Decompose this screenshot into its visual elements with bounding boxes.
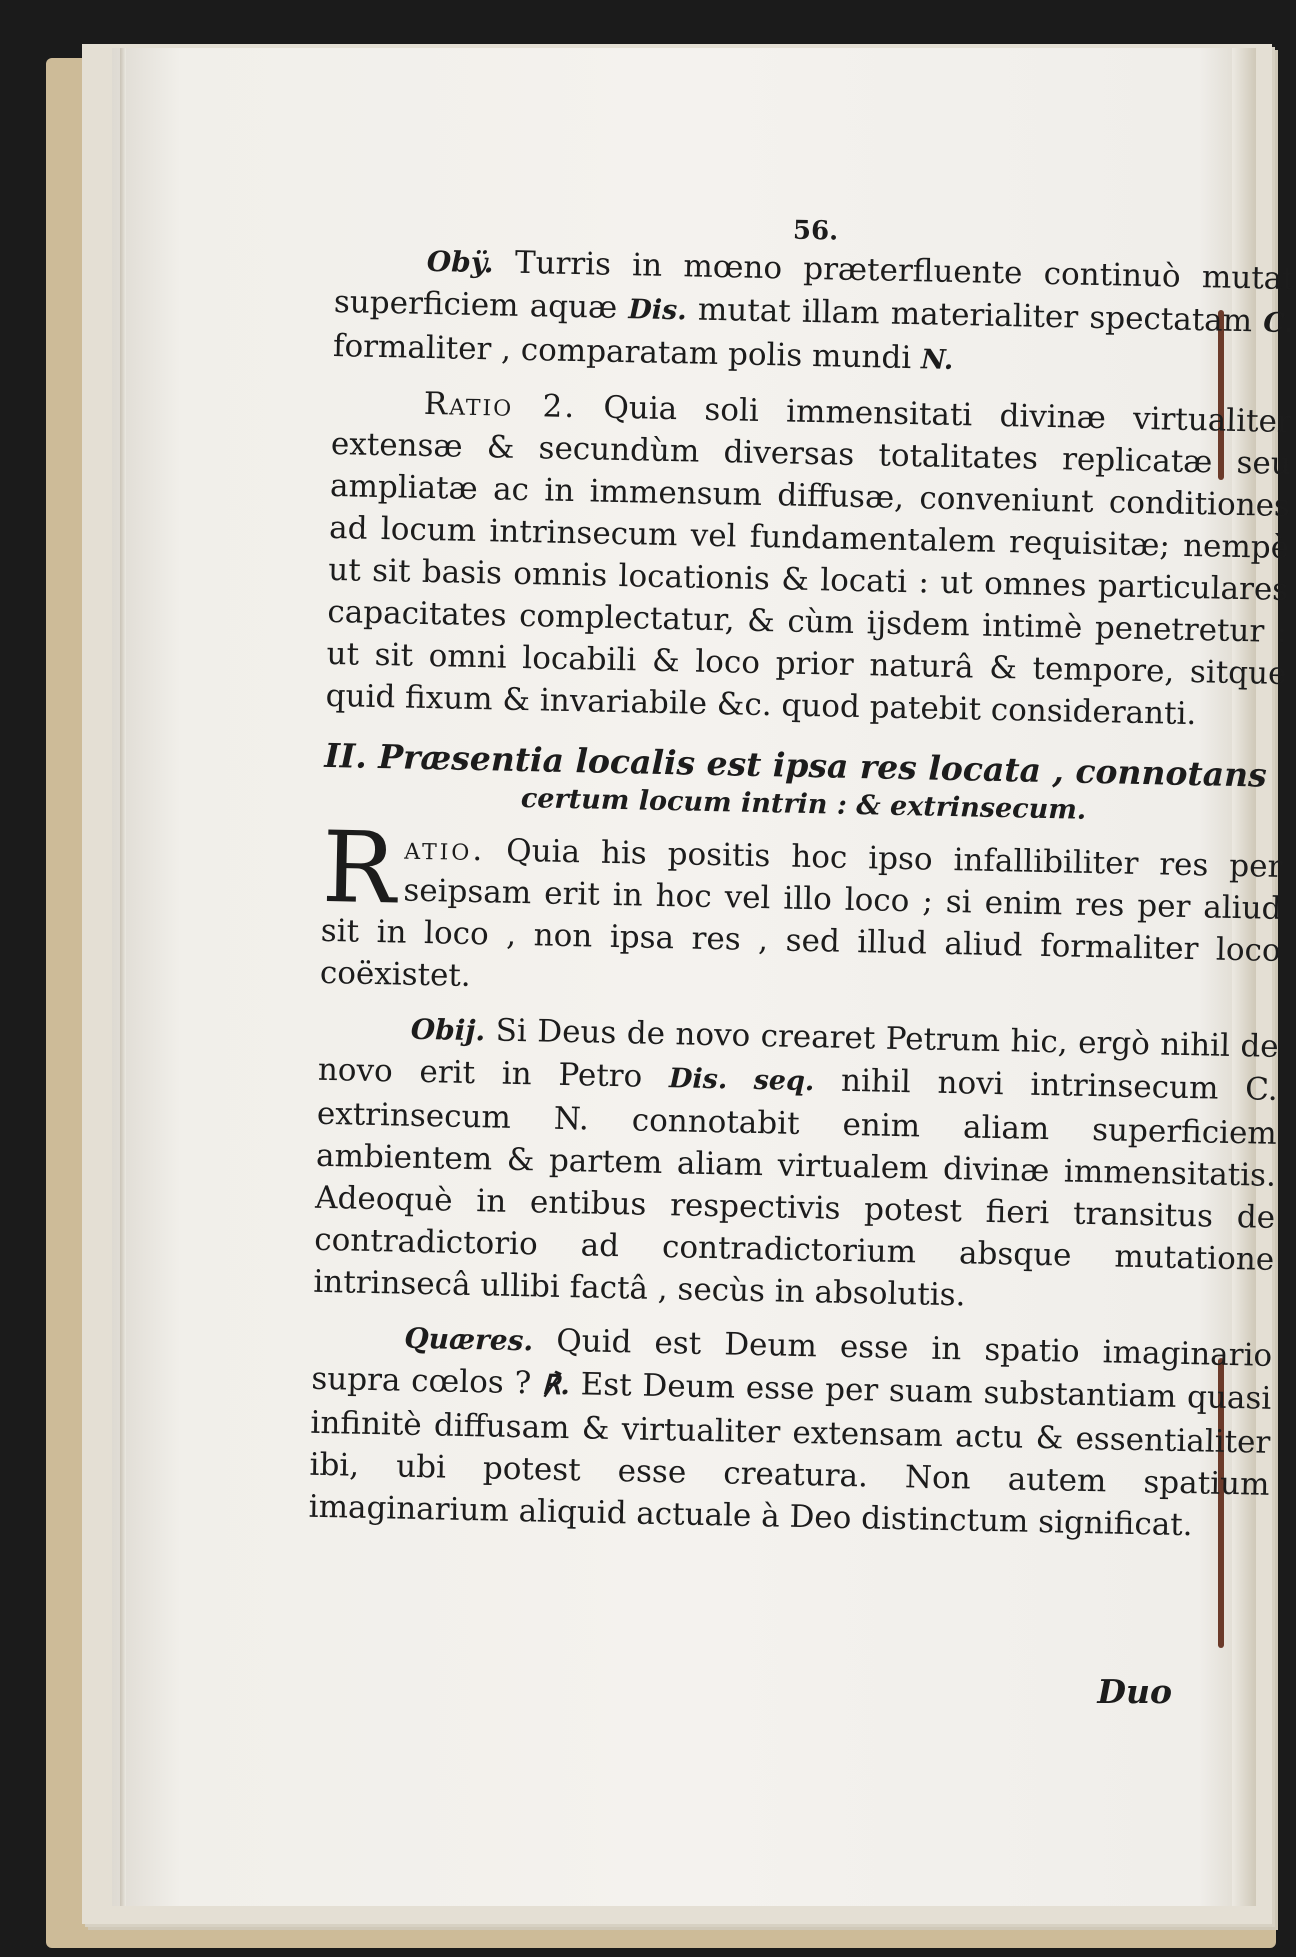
catchword: Duo [1097, 1672, 1172, 1711]
quaeres-lead: Quæres. [403, 1321, 534, 1358]
quaeres-paragraph: Quæres. Quid est Deum esse in spatio imaginario supra cœlos ? ℟. Est Deum esse per suam substantiam quasi infinitè diffusam & virtualiter extensam actu & essentialiter ibi, ubi potest esse creatura. Non autem spatium imaginarium aliquid actuale à Deo distinctum significat. [308, 1321, 1273, 1544]
page-number: 56. [792, 215, 839, 247]
ratio-paragraph: Ratio. Quia his positis hoc ipso infallibiliter res per seipsam erit in hoc vel illo loco ; si enim res per aliud sit in loco , non ipsa res , sed illud aliud formaliter loco coëxistet. [319, 810, 1283, 994]
ratio-2-label: Ratio 2. [423, 385, 577, 426]
drop-cap: R [320, 810, 398, 927]
objection-2-lead: Obij. [410, 1012, 486, 1048]
text-block [308, 206, 1296, 1560]
objection-2: Obij. Si Deus de novo crearet Petrum hic, ergò nihil de novo erit in Petro Dis. seq. nihil novi intrinsecum C. extrinsecum N. connotabit enim aliam superficiem ambientem & partem aliam virtualem divinæ immensitatis. Adeoquè in entibus respectivis potest fieri transitus de contradictorio ad contradictorium absque mutatione intrinsecâ ullibi factâ , secùs in absolutis. [313, 1012, 1279, 1314]
gutter-shadow [120, 48, 126, 1906]
objection-1-lead: Obÿ. [426, 244, 494, 280]
objection-1: Obÿ. Turris in mœno præterfluente continuò mutat superficiem aquæ Dis. mutat illam materialiter spectatam C. formaliter , comparatam polis mundi N. [332, 244, 1296, 377]
section-subheading: certum locum intrin : & extrinsecum. [520, 783, 1087, 826]
ratio-2-paragraph: Ratio 2. Quia soli immensitati divinæ virtualiter extensæ & secundùm diversas totalitates replicatæ seu ampliatæ ac in immensum diffusæ, conveniunt conditiones ad locum intrinsecum vel fundamentalem requisitæ; nempè ut sit basis omnis locationis & locati : ut omnes particulares capacitates complectatur, & cùm ijsdem intimè penetretur : ut sit omni locabili & loco prior naturâ & tempore, sitque quid fixum & invariabile &c. quod patebit consideranti. [325, 385, 1293, 733]
section-heading: II. Præsentia localis est ipsa res locata , connotans [324, 735, 1268, 795]
book-page [112, 48, 1296, 1906]
response-mark: ℟. [541, 1369, 571, 1402]
ratio-label: atio. [403, 830, 486, 869]
